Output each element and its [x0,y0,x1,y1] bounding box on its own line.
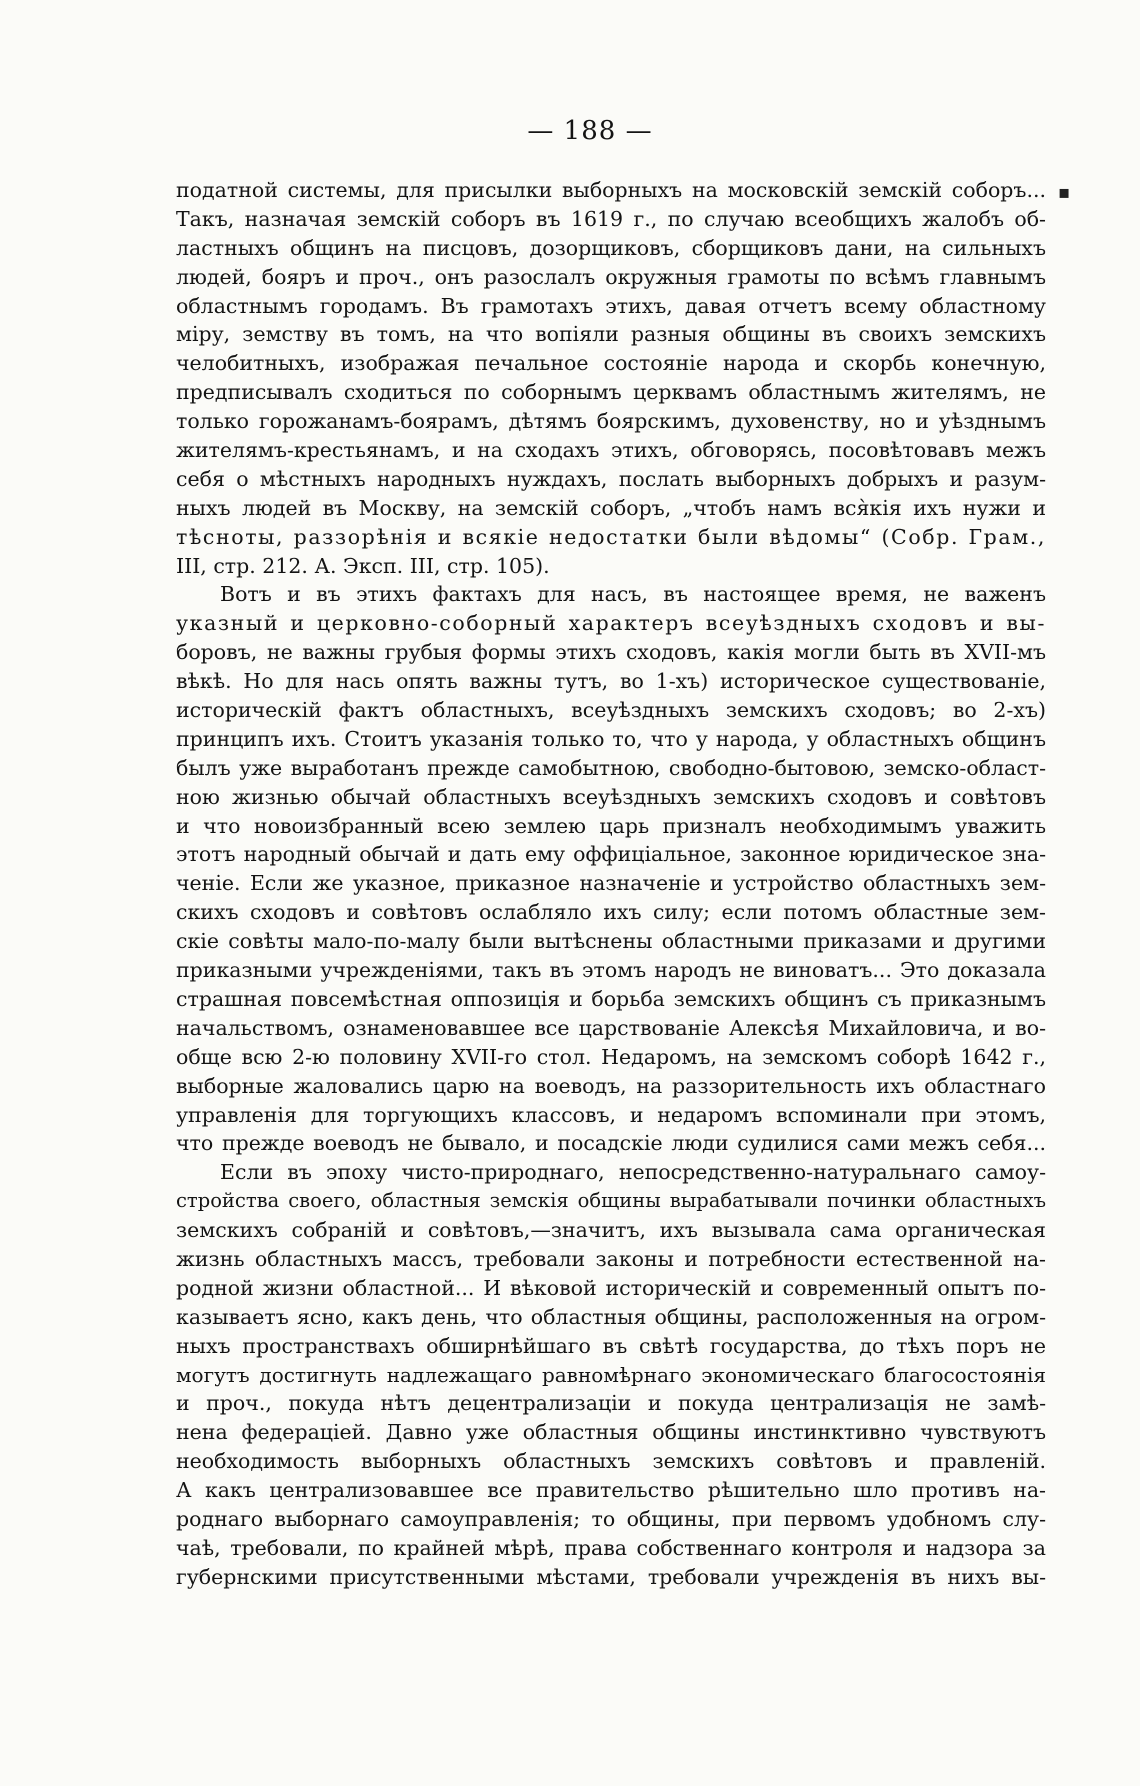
text-line: ною жизнью обычай областныхъ всеуѣздныхъ земскихъ сходовъ и совѣтовъ [176,784,1046,809]
text-line: А какъ централизовавшее все правительство рѣшительно шло противъ на- [176,1478,1046,1503]
text-line: тѣсноты, раззорѣнія и всякіе недостатки были вѣдомы“ (Собр. Грам., [176,524,1046,549]
text-line: принципъ ихъ. Стоитъ указанія только то, что у народа, у областныхъ общинъ [176,726,1046,751]
text-line: управленія для торгующихъ классовъ, и недаромъ вспоминали при этомъ, [176,1102,1046,1127]
text-line: указный и церковно-соборный характеръ всеуѣздныхъ сходовъ и вы- [176,611,1046,636]
text-line: III, стр. 212. А. Эксп. III, стр. 105). [176,553,550,578]
text-line: людей, бояръ и проч., онъ разослалъ окружныя грамоты по всѣмъ главнымъ [176,264,1046,289]
page-number: — 188 — [527,116,653,146]
text-line: жизнь областныхъ массъ, требовали законы и потребности естественной на- [176,1246,1046,1271]
text-line: губернскими присутственными мѣстами, требовали учрежденія въ нихъ вы- [176,1564,1046,1589]
text-line: роднаго выборнаго самоуправленія; то общины, при первомъ удобномъ слу- [176,1506,1046,1531]
body-text [176,176,1046,1592]
text-line: жителямъ-крестьянамъ, и на сходахъ этихъ, обговорясь, посовѣтовавъ межъ [176,438,1046,463]
text-line: этотъ народный обычай и дать ему оффиціальное, законное юридическое зна- [176,842,1046,867]
text-line: податной системы, для присылки выборныхъ на московскій земскій соборъ... [176,178,1046,202]
text-line: ластныхъ общинъ на писцовъ, дозорщиковъ, сборщиковъ дани, на сильныхъ [176,235,1046,260]
text-line: земскихъ собраній и совѣтовъ,—значитъ, ихъ вызывала сама органическая [176,1218,1046,1243]
text-line: ныхъ людей въ Москву, на земскій соборъ, „чтобъ намъ вся̀кія ихъ нужи и [176,495,1046,520]
text-line: былъ уже выработанъ прежде самобытною, свободно-бытовою, земско-област- [176,755,1046,780]
text-line: скихъ сходовъ и совѣтовъ ослабляло ихъ силу; если потомъ областные зем- [176,900,1046,925]
text-line: себя о мѣстныхъ народныхъ нуждахъ, послать выборныхъ добрыхъ и разум- [176,466,1046,491]
text-line: только горожанамъ-боярамъ, дѣтямъ боярскимъ, духовенству, но и уѣзднымъ [176,409,1046,434]
text-line: боровъ, не важны грубыя формы этихъ сходовъ, какія могли быть въ XVII-мъ [176,640,1046,665]
text-line: ныхъ пространствахъ обширнѣйшаго въ свѣтѣ государства, до тѣхъ поръ не [176,1333,1046,1358]
text-line: и проч., покуда нѣтъ децентрализаціи и покуда централизація не замѣ- [176,1391,1046,1416]
text-line: страшная повсемѣстная оппозиція и борьба земскихъ общинъ съ приказнымъ [176,986,1046,1011]
text-line: нена федераціей. Давно уже областныя общины инстинктивно чувствуютъ [176,1420,1046,1445]
ink-mark: ▪ [1058,182,1071,203]
text-line: вѣкѣ. Но для нась опять важны тутъ, во 1-хъ) историческое существованіе, [176,669,1046,694]
text-line: родной жизни областной... И вѣковой историческій и современный опытъ по- [176,1275,1046,1300]
text-line: приказными учрежденіями, такъ въ этомъ народъ не виноватъ... Это доказала [176,958,1046,983]
text-line: ченіе. Если же указное, приказное назначеніе и устройство областныхъ зем- [176,871,1046,896]
text-line: міру, земству въ томъ, на что вопіяли разныя общины въ своихъ земскихъ [176,322,1046,347]
text-line: выборные жаловались царю на воеводъ, на раззорительность ихъ областнаго [176,1073,1046,1098]
text-line: могутъ достигнуть надлежащаго равномѣрнаго экономическаго благосостоянія [176,1362,1046,1387]
text-line: необходимость выборныхъ областныхъ земскихъ совѣтовъ и правленій. [176,1449,1046,1474]
text-line: челобитныхъ, изображая печальное состояніе народа и скорбь конечную, [176,351,1046,376]
text-line: казываетъ ясно, какъ день, что областныя общины, расположенныя на огром- [176,1304,1046,1329]
text-line: Такъ, назначая земскій соборъ въ 1619 г., по случаю всеобщихъ жалобъ об- [176,206,1046,231]
text-line: что прежде воеводъ не бывало, и посадскіе люди судилися сами межъ себя... [176,1131,1046,1156]
text-line: скіе совѣты мало-по-малу были вытѣснены областными приказами и другими [176,929,1046,954]
text-line: и что новоизбранный всею землею царь призналъ необходимымъ уважить [176,813,1046,838]
text-line: областнымъ городамъ. Въ грамотахъ этихъ, давая отчетъ всему областному [176,293,1046,318]
text-line: чаѣ, требовали, по крайней мѣрѣ, права собственнаго контроля и надзора за [176,1535,1046,1560]
paragraph-start-line: Вотъ и въ этихъ фактахъ для насъ, въ настоящее время, не важенъ [220,582,1046,607]
text-line: стройства своего, областныя земскія общины вырабатывали починки областныхъ [176,1189,1046,1213]
text-line: предписывалъ сходиться по соборнымъ церквамъ областнымъ жителямъ, не [176,380,1046,405]
paragraph-start-line: Если въ эпоху чисто-природнаго, непосредственно-натуральнаго самоу- [220,1160,1046,1185]
text-line: обще всю 2-ю половину XVII-го стол. Недаромъ, на земскомъ соборѣ 1642 г., [176,1044,1046,1069]
text-line: историческій фактъ областныхъ, всеуѣздныхъ земскихъ сходовъ; во 2-хъ) [176,698,1046,723]
text-line: начальствомъ, ознаменовавшее все царствованіе Алексѣя Михайловича, и во- [176,1015,1046,1040]
